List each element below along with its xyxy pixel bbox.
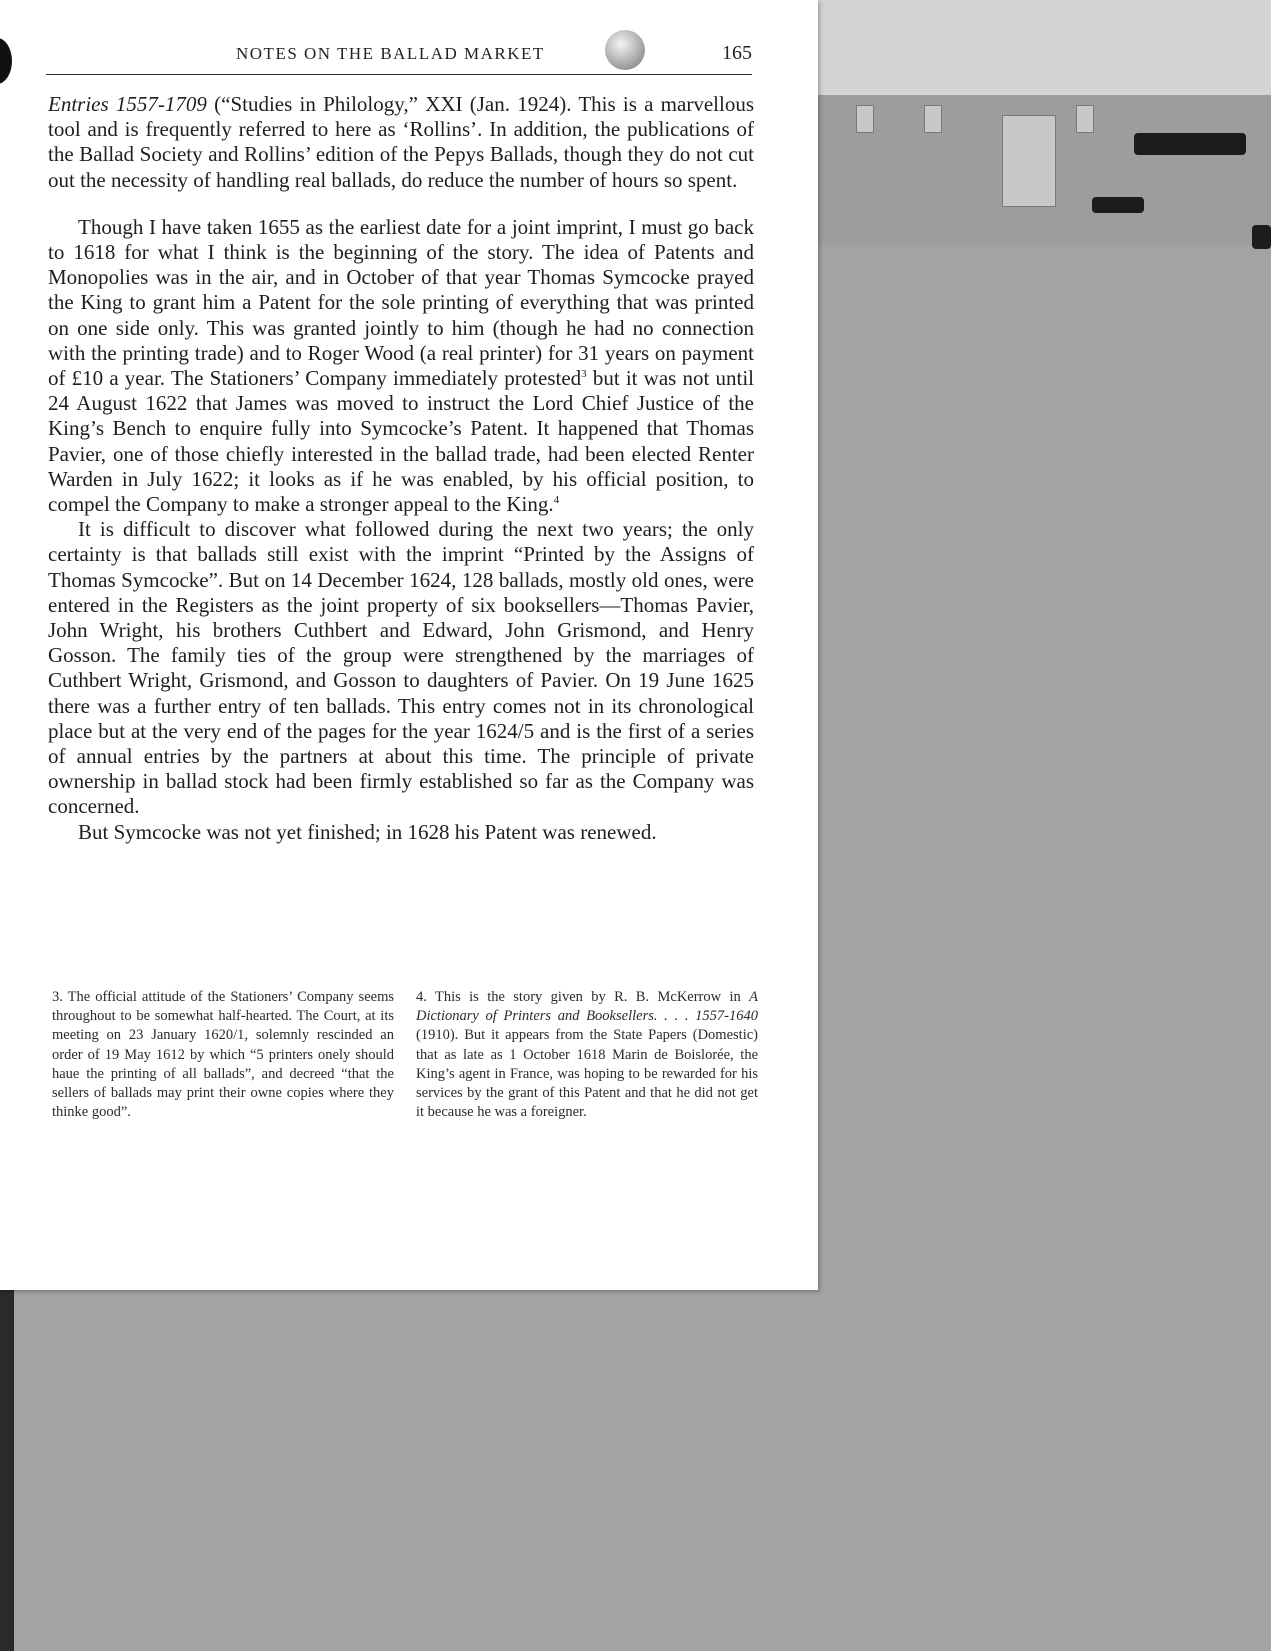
scanner-tab [1076, 105, 1094, 133]
page-number: 165 [722, 42, 752, 64]
paragraph: But Symcocke was not yet finished; in 1628 his Patent was renewed. [78, 819, 657, 844]
scanner-slot [1134, 133, 1246, 155]
running-title: NOTES ON THE BALLAD MARKET [236, 44, 545, 63]
scanner-latch [1002, 115, 1056, 207]
scanner-slot [1252, 225, 1271, 249]
paragraph: It is difficult to discover what followed during the next two years; the only certainty is that ballads still exist with the imprint “Printed by the Assigns of Thomas Symcocke”. But on 14 December 1624, 128 ballads, mostly old ones, were entered in the Registers as the joint property of six booksellers—Thomas Pavier, John Wright, his brothers Cuthbert and Edward, John Grismond, and Henry Gosson. The family ties of the group were strengthened by the marriages of Cuthbert Wright, Grismond, and Gosson to daughters of Pavier. On 19 June 1625 there was a further entry of ten ballads. This entry comes not in its chronological place but at the very end of the pages for the year 1624/5 and is the first of a series of annual entries by the partners at about this time. The principle of private ownership in ballad stock had been firmly established so far as the Company was concerned. [48, 517, 754, 819]
footnote-ref: 3 [581, 368, 587, 381]
footnote-3: 3. The official attitude of the Stationers’ Company seems throughout to be somewhat half-hearted. The Court, at its meeting on 23 January 1620/1, solemnly rescinded an order of 19 May 1612 by which “5 printers onely should haue the printing of all ballads”, and decreed “that the sellers of ballads may print their owne copies where they thinke good”. [52, 989, 394, 1121]
footnote-ref: 4 [553, 494, 560, 507]
paragraph: Entries 1557-1709 (“Studies in Philology,” XXI (Jan. 1924). This is a marvellous tool and is frequently referred to here as ‘Rollins’. In addition, the publications of the Ballad Society and Rollins’ edition of the Pepys Ballads, though they do not cut out the necessity of handling real ballads, do reduce the number of hours so spent. [48, 92, 754, 192]
scanner-hinge-strip [806, 95, 1271, 245]
italic-title: Entries 1557-1709 [48, 92, 207, 116]
footnote-4: 4. This is the story given by R. B. McKerrow in A Dictionary of Printers and Booksellers. . . . 1557-1640 (1910). But it appears from the State Papers (Domestic) that as late as 1 October 1618 Marin de Boislorée, the King’s agent in France, was hoping to be rewarded for his services by the grant of this Patent and that he did not get it because he was a foreigner. [416, 989, 758, 1121]
footnotes [52, 988, 758, 1122]
scanner-tab [856, 105, 874, 133]
scanner-lid-edge [806, 0, 1271, 95]
paragraph: Though I have taken 1655 as the earliest date for a joint imprint, I must go back to 1618 for what I think is the beginning of the story. The idea of Patents and Monopolies was in the air, and in October of that year Thomas Symcocke prayed the King to grant him a Patent for the sole printing of everything that was printed on one side only. This was granted jointly to him (though he had no connection with the printing trade) and to Roger Wood (a real printer) for 31 years on payment of £10 a year. The Stationers’ Company immediately protested$^3$ but it was not until 24 August 1622 that James was moved to instruct the Lord Chief Justice of the King’s Bench to enquire fully into Symcocke’s Patent. It happened that Thomas Pavier, one of those chiefly interested in the ballad trade, had been elected Renter Warden in July 1622; it looks as if he was enabled, by his official position, to compel the Company to make a stronger appeal to the King.$^4$ [48, 214, 755, 517]
scanner-tab [924, 105, 942, 133]
scanner-rail [0, 1290, 14, 1651]
scanner-slot [1092, 197, 1144, 213]
running-head [46, 44, 752, 75]
binder-hole [0, 38, 12, 84]
body-text [48, 92, 754, 845]
